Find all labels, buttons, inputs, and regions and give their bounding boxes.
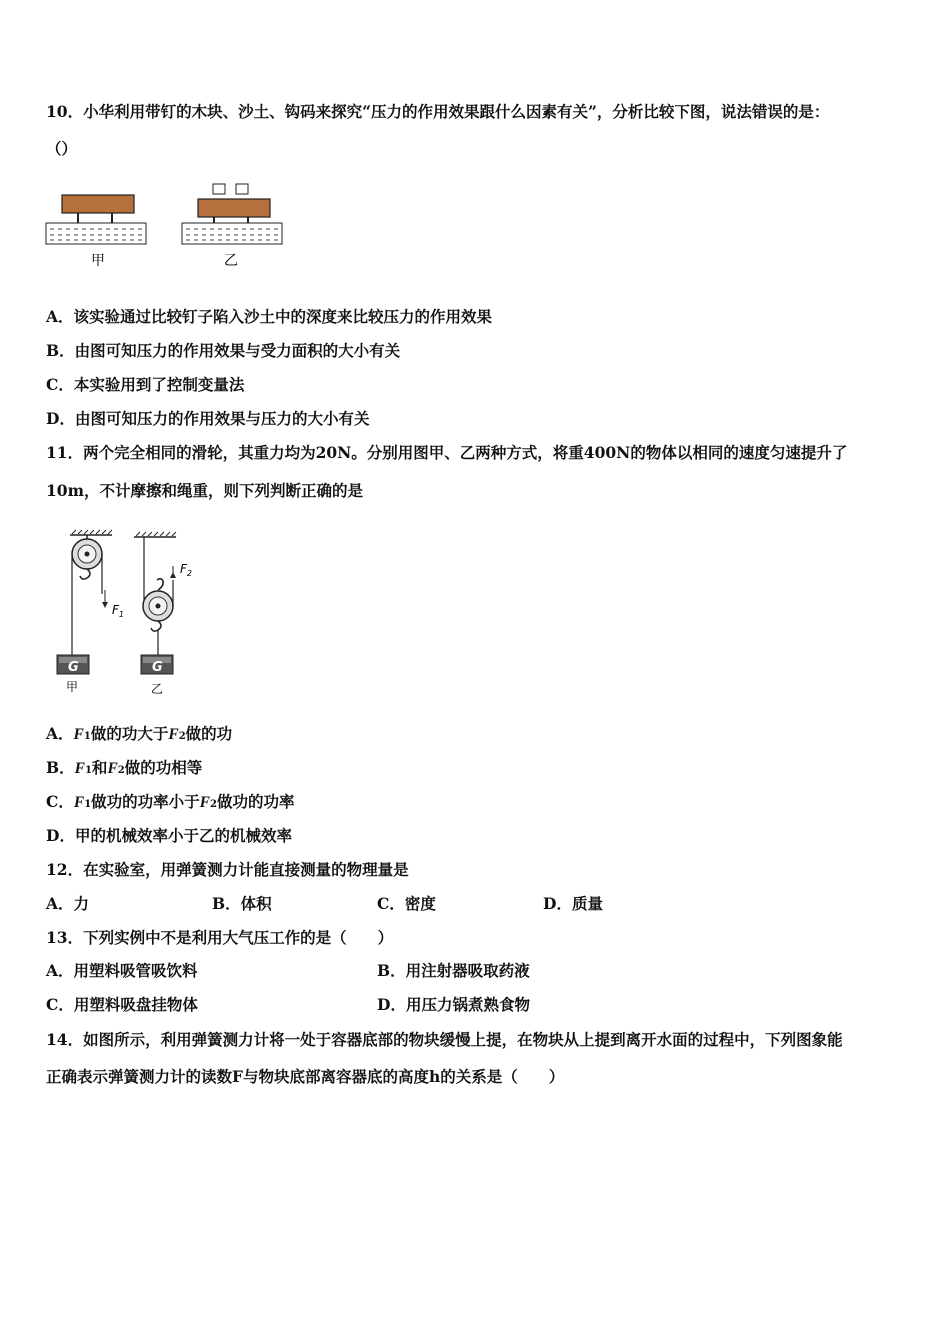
q13-option-a: A．用塑料吸管吸饮料 (46, 961, 198, 980)
f1-label: $F_1$ (112, 603, 124, 619)
fig-yi-label: 乙 (224, 253, 238, 269)
q14-stem-line2: 正确表示弹簧测力计的读数F与物块底部离容器底的高度h的关系是（ ） (46, 1067, 565, 1086)
fig-jia-setup (46, 195, 146, 244)
fig-jia-label: 甲 (91, 253, 105, 269)
q11-option-b: B．F1和F2做的功相等 (46, 758, 203, 777)
q10-stem-line2: （） (46, 139, 78, 158)
q11-stem-line2: 10m，不计摩擦和绳重，则下列判断正确的是 (46, 481, 363, 500)
fixed-pulley (57, 530, 124, 694)
q10-stem-line1: 10．小华利用带钉的木块、沙土、钩码来探究“压力的作用效果跟什么因素有关”，分析比较下图，说法错误的是： (46, 102, 830, 121)
fig-yi-setup (182, 184, 282, 244)
q10-option-b: B．由图可知压力的作用效果与受力面积的大小有关 (46, 341, 401, 360)
q12-option-d: D．质量 (543, 894, 603, 913)
q12-option-b: B．体积 (212, 894, 272, 913)
q11-option-c: C．F1做功的功率小于F2做功的功率 (46, 792, 295, 811)
q12-stem: 12．在实验室，用弹簧测力计能直接测量的物理量是 (46, 860, 409, 879)
weight-g-jia: G (68, 660, 79, 675)
q11-stem-line1: 11．两个完全相同的滑轮，其重力均为20N。分别用图甲、乙两种方式，将重400N的物体以相同的速度匀速提升了 (46, 443, 848, 462)
weight-g-yi: G (152, 660, 163, 675)
q12-option-c: C．密度 (377, 894, 436, 913)
movable-pulley (134, 532, 192, 696)
q12-option-a: A．力 (46, 894, 90, 913)
q13-option-b: B．用注射器吸取药液 (377, 961, 530, 980)
f2-label: $F_2$ (180, 562, 192, 578)
q13-option-d: D．用压力锅煮熟食物 (377, 995, 530, 1014)
q13-stem: 13．下列实例中不是利用大气压工作的是（ ） (46, 928, 394, 947)
q11-option-d: D．甲的机械效率小于乙的机械效率 (46, 826, 292, 845)
q14-stem-line1: 14．如图所示，利用弹簧测力计将一处于容器底部的物块缓慢上提，在物块从上提到离开水面的过程中，下列图象能 (46, 1030, 843, 1049)
q11-fig-label-jia: 甲 (66, 680, 79, 694)
q10-option-d: D．由图可知压力的作用效果与压力的大小有关 (46, 409, 370, 428)
q10-figure (44, 180, 289, 272)
q11-option-a: A．F1做的功大于F2做的功 (46, 724, 233, 743)
q10-option-a: A．该实验通过比较钉子陷入沙土中的深度来比较压力的作用效果 (46, 307, 493, 326)
q10-option-c: C．本实验用到了控制变量法 (46, 375, 245, 394)
q11-fig-label-yi: 乙 (151, 682, 164, 696)
q11-pulley-figure (50, 528, 210, 700)
q13-option-c: C．用塑料吸盘挂物体 (46, 995, 198, 1014)
